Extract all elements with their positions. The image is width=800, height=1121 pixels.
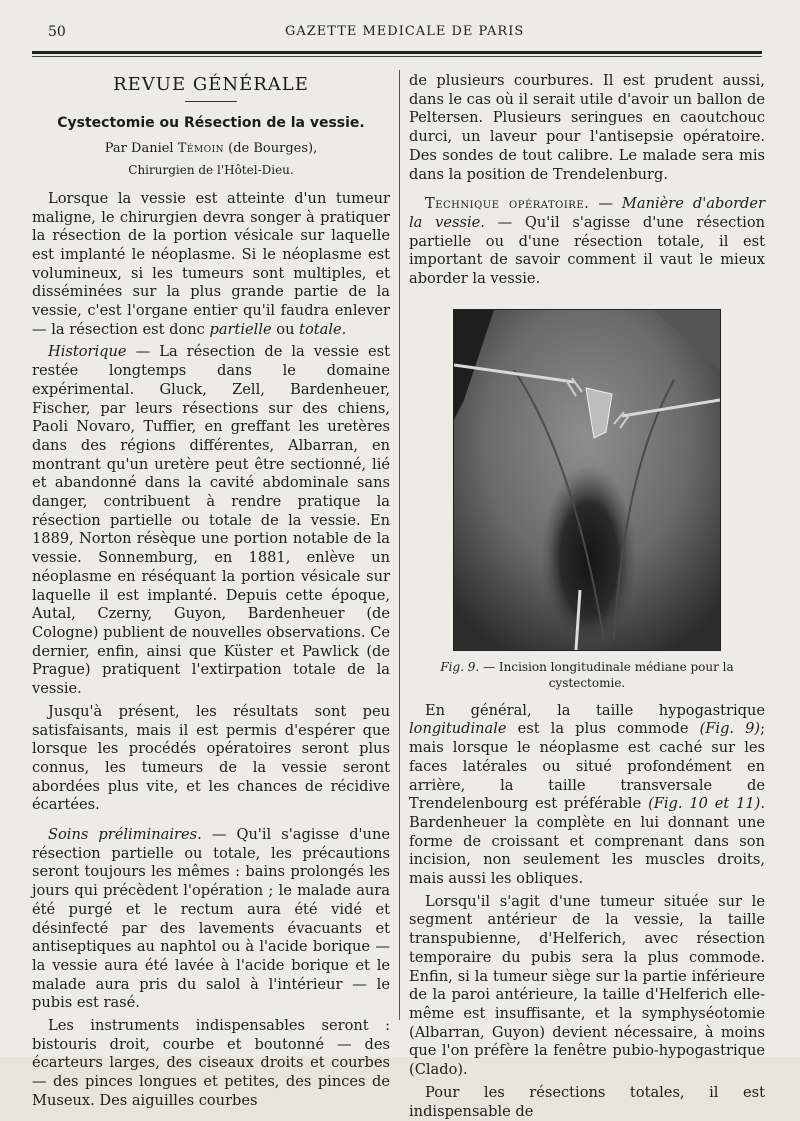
historique-text: — La résection de la vessie est restée longtemps dans le domaine expérimental. Gluck, Zell, Bardenheuer, Fischer, par leurs résections sur des chiens, Paoli Novaro, Tuffier, en greffant les uretères dans des régions différentes, Albarran, en montrant qu'un uretère peut être sectionné, lié et abandonné dans la cavité abdominale sans danger, contribuent à rendre pratique la résection partielle ou totale de la vessie. En 1889, Norton résèque une portion notable de la vessie. Sonnemburg, en 1881, enlève un néoplasme en réséquant la portion vésicale sur laquelle il est implanté. Depuis cette époque, Autal, Czerny, Guyon, Bardenheuer (de Cologne) publient de nouvelles observations. Ce dernier, enfin, ainsi que Küster et Pawlick (de Prague) pratiquent l'extirpation totale de la vessie. bbox=[32, 343, 390, 698]
right-column bbox=[409, 72, 765, 1121]
intro-text: Lorsque la vessie est atteinte d'un tumeur maligne, le chirurgien devra songer à pratiquer la résection de la portion vésicale sur laquelle est implanté le néoplasme. Si le néoplasme est volumineux, si les tumeurs sont multiples, et disséminées sur la plus grande partie de la vessie, c'est l'organe entier qu'il faudra enlever — la résection est donc bbox=[32, 189, 390, 338]
paragraph-continuation bbox=[409, 72, 765, 184]
tumeur-text: Lorsqu'il s'agit d'une tumeur située sur le segment antérieur de la vessie, la taille transpubienne, d'Helferich, avec résection temporaire du pubis sera la plus commode. Enfin, si la tumeur siège sur la partie inférieure de la paroi antérieure, la taille d'Helferich elle-même est insuffisante, et la symphyséotomie (Albarran, Guyon) devient nécessaire, à moins que l'on préfère la fenêtre pubio-hypogastrique (Clado). bbox=[409, 892, 765, 1079]
running-title: GAZETTE MEDICALE DE PARIS bbox=[285, 24, 525, 39]
figure-label: Fig. 9. bbox=[440, 659, 480, 674]
resultats-text: Jusqu'à présent, les résultats sont peu satisfaisants, mais il est permis d'espérer que lorsque les procédés opératoires seront plus connus, les tumeurs de la vessie seront abordées plus vite, et les chances de récidive écartées. bbox=[32, 702, 390, 814]
figure-caption bbox=[409, 659, 765, 691]
paragraph-gap bbox=[32, 815, 390, 826]
byline-prefix: Par Daniel bbox=[104, 141, 174, 157]
paragraph-tumeur bbox=[409, 893, 765, 1080]
header-rule-thin bbox=[32, 56, 762, 57]
paragraph-gap bbox=[409, 184, 765, 195]
paragraph-technique bbox=[409, 195, 765, 289]
heading-technique: Technique opératoire. bbox=[425, 195, 590, 213]
paragraph-gap bbox=[409, 691, 765, 702]
byline-suffix: (de Bourges), bbox=[228, 141, 318, 157]
paragraph-soins bbox=[32, 826, 390, 1013]
term-longitudinale: longitudinale bbox=[409, 720, 507, 738]
paragraph-taille bbox=[409, 702, 765, 889]
taille-text-d: . Bardenheuer la complète en lui donnant une forme de croissant et comprenant dans son incision, non seulement les muscles droits, mais aussi les obliques. bbox=[409, 795, 765, 888]
author-name: Témoin bbox=[177, 141, 224, 157]
left-column bbox=[32, 72, 390, 1111]
paragraph-resultats bbox=[32, 703, 390, 815]
heading-historique: Historique bbox=[48, 343, 127, 361]
header-rule bbox=[32, 51, 762, 54]
paragraph-intro: Lorsque la vessie est atteinte d'un tumeur maligne, le chirurgien devra songer à pratiquer la résection de la portion vésicale sur laquelle est implanté le néoplasme. Si le néoplasme est volumineux, si les tumeurs sont multiples, et disséminées sur la plus grande partie de la vessie, c'est l'organe entier qu'il faudra enlever — la résection est donc partielle ou totale. bbox=[32, 189, 390, 338]
paragraph-resections-totales bbox=[409, 1084, 765, 1121]
ref-fig-10-11: (Fig. 10 et 11) bbox=[648, 795, 761, 813]
surgical-field-illustration bbox=[454, 310, 720, 650]
resections-totales-text: Pour les résections totales, il est indispensable de bbox=[409, 1083, 765, 1120]
column-divider bbox=[399, 70, 400, 1020]
heading-soins: Soins préliminaires. bbox=[48, 826, 202, 844]
figure-caption-text: — Incision longitudinale médiane pour la cystectomie. bbox=[483, 659, 734, 690]
page-number: 50 bbox=[48, 24, 66, 40]
instruments-text: Les instruments indispensables seront : bistouris droit, courbe et boutonné — des écarteurs larges, des ciseaux droits et courbes — des pinces longues et petites, des pinces de Museux. Des aiguilles courbes bbox=[32, 1017, 390, 1109]
term-partielle: partielle bbox=[209, 320, 272, 338]
figure-9-photograph bbox=[453, 309, 721, 651]
term-totale: totale bbox=[299, 320, 342, 338]
soins-text: — Qu'il s'agisse d'une résection partielle ou totale, les précautions seront toujours les mêmes : bains prolongés les jours qui précèdent l'opération ; le malade aura été purgé et le rectum aura été vidé et désinfecté par des lavements évacuants et antiseptiques au naphtol ou à l'acide borique — la vessie aura été lavée à l'acide borique et le malade aura pris du salol à l'intérieur — le pubis est rasé. bbox=[32, 826, 390, 1012]
intro-or: ou bbox=[276, 320, 295, 338]
paragraph-historique bbox=[32, 343, 390, 698]
title-rule bbox=[185, 101, 237, 102]
article-title: Cystectomie ou Résection de la vessie. bbox=[57, 114, 365, 131]
taille-text-a: En général, la taille hypogastrique bbox=[425, 701, 765, 719]
section-title: REVUE GÉNÉRALE bbox=[113, 74, 309, 95]
technique-text: — Qu'il s'agisse d'une résection partielle ou d'une résection totale, il est important de savoir comment il vaut le mieux aborder la vessie. bbox=[409, 213, 766, 288]
byline bbox=[32, 140, 390, 159]
author-affiliation: Chirurgien de l'Hôtel-Dieu. bbox=[128, 163, 294, 178]
taille-text-c: ; mais lorsque le néoplasme est caché sur les faces latérales ou situé profondément en arrière, la taille transversale de Trendelenbourg est préférable bbox=[409, 720, 766, 813]
taille-text-b: est la plus commode bbox=[517, 720, 689, 738]
continuation-text: de plusieurs courbures. Il est prudent aussi, dans le cas où il serait utile d'avoir un ballon de Peltersen. Plusieurs seringues en caoutchouc durci, un laveur pour l'antisepsie opératoire. Des sondes de tout calibre. Le malade sera mis dans la position de Trendelenburg. bbox=[409, 72, 765, 183]
subheading-technique: — Manière d'aborder la vessie. bbox=[409, 195, 766, 231]
paragraph-instruments bbox=[32, 1017, 390, 1111]
ref-fig-9: (Fig. 9) bbox=[699, 720, 761, 738]
